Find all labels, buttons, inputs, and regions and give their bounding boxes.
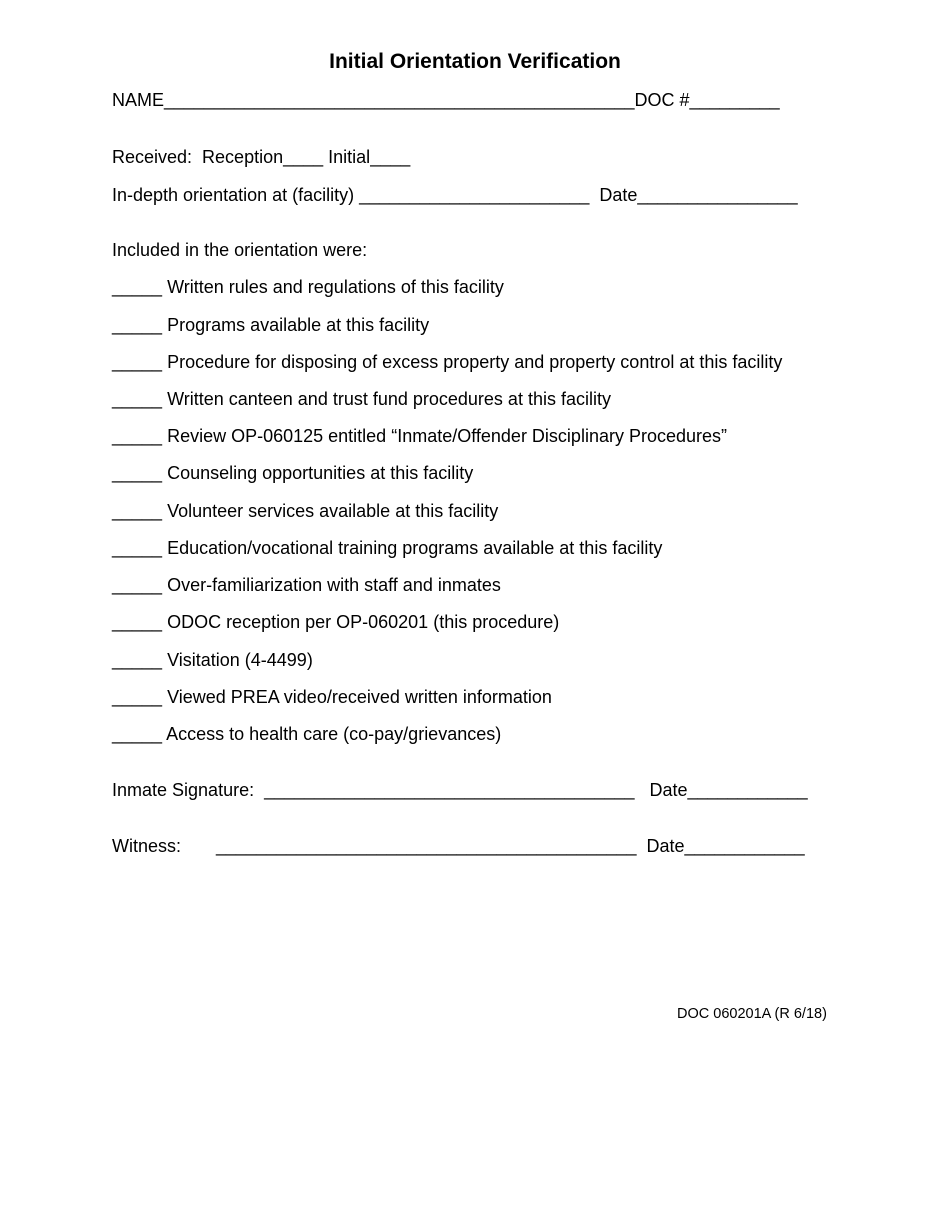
checklist-text: Volunteer services available at this facility <box>162 501 499 521</box>
inmate-date-label: Date <box>634 780 688 800</box>
checklist-blank[interactable]: _____ <box>112 687 163 707</box>
checklist-blank[interactable]: _____ <box>112 650 163 670</box>
initial-label: Initial <box>323 147 371 167</box>
checklist-blank[interactable]: _____ <box>112 426 163 446</box>
checklist-text: ODOC reception per OP-060201 (this procedure) <box>162 612 560 632</box>
checklist-item <box>112 426 727 447</box>
checklist-blank[interactable]: _____ <box>112 389 163 409</box>
inmate-date-field[interactable]: ____________ <box>687 780 808 800</box>
name-doc-row <box>112 90 780 111</box>
inmate-signature-label: Inmate Signature: <box>112 780 265 800</box>
checklist-text: Counseling opportunities at this facility <box>162 463 474 483</box>
doc-number-field[interactable]: _________ <box>689 90 780 110</box>
checklist-item <box>112 687 552 708</box>
indepth-row <box>112 185 798 206</box>
checklist-text: Education/vocational training programs available at this facility <box>162 538 663 558</box>
reception-label: Reception <box>202 147 284 167</box>
form-code: DOC 060201A (R 6/18) <box>677 1006 827 1022</box>
indepth-date-label: Date <box>589 185 638 205</box>
witness-label: Witness: <box>112 836 217 856</box>
received-row <box>112 147 410 168</box>
checklist-item <box>112 277 504 298</box>
checklist-text: Written rules and regulations of this facility <box>162 277 504 297</box>
checklist-text: Written canteen and trust fund procedures at this facility <box>162 389 611 409</box>
checklist-item <box>112 650 313 671</box>
checklist-item <box>112 501 498 522</box>
checklist-blank[interactable]: _____ <box>112 277 163 297</box>
checklist-text: Over-familiarization with staff and inmates <box>162 575 501 595</box>
witness-date-field[interactable]: ____________ <box>684 836 805 856</box>
checklist-item <box>112 315 429 336</box>
indepth-label: In-depth orientation at (facility) <box>112 185 360 205</box>
witness-signature-field[interactable]: __________________________________________ <box>216 836 637 856</box>
checklist-item <box>112 538 662 559</box>
checklist-text: Review OP-060125 entitled “Inmate/Offender Disciplinary Procedures” <box>162 426 727 446</box>
checklist-blank[interactable]: _____ <box>112 463 163 483</box>
checklist-text: Programs available at this facility <box>162 315 430 335</box>
name-label: NAME <box>112 90 165 110</box>
inmate-signature-row <box>112 780 808 801</box>
checklist-item <box>112 352 782 373</box>
checklist-item <box>112 612 559 633</box>
reception-field[interactable]: ____ <box>283 147 324 167</box>
checklist-item <box>112 724 501 745</box>
checklist-item <box>112 389 611 410</box>
included-heading: Included in the orientation were: <box>112 240 368 260</box>
checklist-blank[interactable]: _____ <box>112 315 163 335</box>
checklist-item <box>112 575 501 596</box>
checklist-text: Procedure for disposing of excess property and property control at this facility <box>162 352 783 372</box>
doc-label: DOC # <box>634 90 690 110</box>
checklist-blank[interactable]: _____ <box>112 538 163 558</box>
checklist-blank[interactable]: _____ <box>112 501 163 521</box>
witness-date-label: Date <box>636 836 685 856</box>
checklist-blank[interactable]: _____ <box>112 612 163 632</box>
initial-field[interactable]: ____ <box>370 147 411 167</box>
checklist-blank[interactable]: _____ <box>112 724 163 744</box>
checklist-text: Visitation (4-4499) <box>162 650 313 670</box>
checklist-blank[interactable]: _____ <box>112 575 163 595</box>
inmate-signature-field[interactable]: _____________________________________ <box>264 780 635 800</box>
facility-field[interactable]: _______________________ <box>359 185 590 205</box>
form-title: Initial Orientation Verification <box>329 50 621 73</box>
checklist-text: Viewed PREA video/received written information <box>162 687 552 707</box>
witness-row <box>112 836 805 857</box>
checklist-blank[interactable]: _____ <box>112 352 163 372</box>
received-label: Received: <box>112 147 203 167</box>
indepth-date-field[interactable]: ________________ <box>637 185 798 205</box>
name-field[interactable]: _______________________________________________ <box>164 90 635 110</box>
checklist-item <box>112 463 473 484</box>
checklist-text: Access to health care (co-pay/grievances) <box>162 724 502 744</box>
